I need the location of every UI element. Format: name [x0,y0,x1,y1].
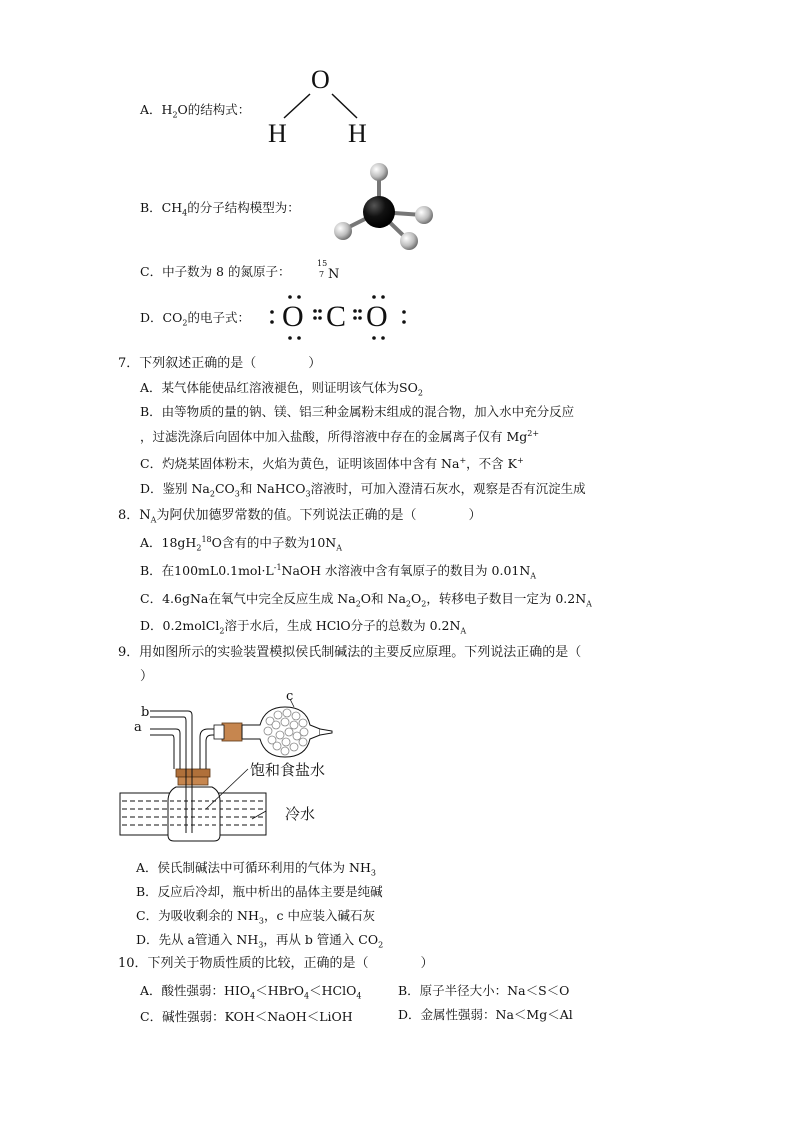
q8-option-a: A．$18gH_2^{18}O$含有的中子数为$10N_A$ [140,534,342,553]
cold-water-label: 冷水 [285,805,316,823]
q6-option-a-label: A．$H_2O$的结构式： [140,102,251,120]
q8-option-d: D．0.2molCl$_2$溶于水后，生成 HClO分子的总数为 $0.2N_A$ [140,618,467,636]
q6-option-d-label: D．$CO_2$的电子式： [140,310,250,328]
flask [168,787,220,841]
q10-option-d: D．金属性强弱：Na＜Mg＜Al [398,1007,573,1022]
q8-option-c: C．4.6gNa在氧气中完全反应生成 $Na_2O$和 $Na_2O_2$，转移电子数目一定为 $0.2N_A$ [140,591,592,609]
q8-stem: 8．$N_A$为阿伏加德罗常数的值。下列说法正确的是（ ） [118,508,482,525]
q10-option-c: C．碱性强弱：KOH＜NaOH＜LiOH [140,1009,353,1024]
drying-tube-c-label: c [286,689,294,704]
q7-stem: 7．下列叙述正确的是（ ） [118,356,322,371]
q7-option-b-line2: ，过滤洗涤后向固体中加入盐酸，所得溶液中存在的金属离子仅有 $Mg^{2+}$ [140,428,540,444]
q7-option-d: D．鉴别 $Na_2CO_3$和 NaHCO$_3$溶液时，可加入澄清石灰水，观察是否有沉淀生成 [140,481,586,499]
tube-a-label: a [134,720,142,735]
q9-option-c: C．为吸收剩余的 $NH_3$，c 中应装入碱石灰 [136,908,375,926]
q6-option-b-label: B．$CH_4$的分子结构模型为： [140,200,300,218]
q10-option-a: A．酸性强弱：$HIO_4<HBrO_4<HClO_4$ [140,983,362,1001]
water-o-atom: O [311,65,330,94]
water-h-atom-right: H [348,119,367,148]
q10-option-b: B．原子半径大小：Na＜S＜O [398,983,570,998]
q7-option-b-line1: B．由等物质的量的钠、镁、铝三种金属粉末组成的混合物，加入水中充分反应 [140,404,575,419]
co2-electron-dots [0,0,793,360]
q9-stem-line1: 9．用如图所示的实验装置模拟侯氏制碱法的主要反应原理。下列说法正确的是（ [118,645,582,660]
q9-option-a: A．侯氏制碱法中可循环利用的气体为 $NH_3$ [136,860,376,878]
q9-option-b: B．反应后冷却，瓶中析出的晶体主要是纯碱 [136,884,383,899]
co2-o-atom-left: O [282,300,304,333]
nitrogen-nuclide-symbol: 15 7 N [317,259,340,282]
saturated-brine-label: 饱和食盐水 [250,761,326,779]
q9-stem-line2: ） [140,669,154,684]
co2-c-atom: C [326,300,347,333]
q8-option-b: B．在$100mL0.1mol\cdot L^{-1}NaOH$ 水溶液中含有氧原子的数目为 $0.01N_A$ [140,562,537,581]
q9-option-d: D．先从 a管通入 $NH_3$，再从 b 管通入 $CO_2$ [136,932,384,950]
co2-o-atom-right: O [366,300,388,333]
q7-option-c: C．灼烧某固体粉末，火焰为黄色，证明该固体中含有 Na+，不含 K+ [140,455,524,471]
q10-stem: 10．下列关于物质性质的比较，正确的是（ ） [118,956,434,971]
q6-option-c-label: C．中子数为 8 的氮原子： [140,264,291,279]
q7-option-a: A．某气体能使品红溶液褪色，则证明该气体为$SO_2$ [140,380,423,398]
stopper [176,769,210,777]
water-h-atom-left: H [268,119,287,148]
tube-b-label: b [141,705,150,720]
